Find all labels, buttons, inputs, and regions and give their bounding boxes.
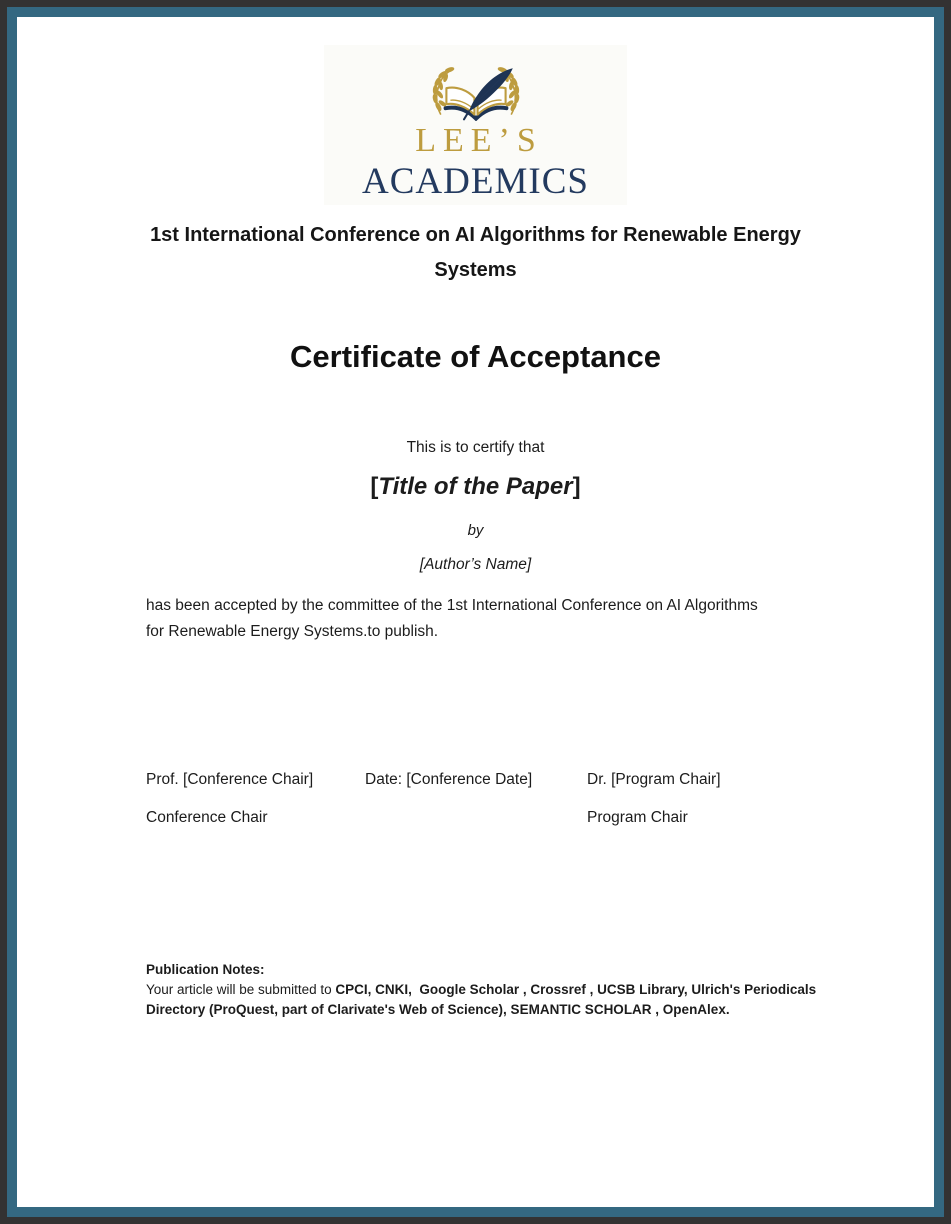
author-placeholder: [Author’s Name] <box>419 556 532 573</box>
lees-academics-emblem <box>414 65 538 121</box>
signature-name-row <box>146 771 934 789</box>
conference-title: 1st International Conference on AI Algorithms for Renewable Energy Systems <box>150 224 801 281</box>
paper-title-close-bracket: ] <box>572 473 581 500</box>
logo-block <box>324 45 627 205</box>
publication-notes <box>146 960 822 1020</box>
conference-chair-name: Prof. [Conference Chair] <box>146 771 314 788</box>
paper-title-open-bracket: [ <box>370 473 379 500</box>
signature-area <box>146 771 934 827</box>
signature-role-spacer <box>365 809 587 827</box>
certificate-page <box>17 17 934 1207</box>
publication-notes-indexes: CPCI, CNKI, Google Scholar , Crossref , UCSB Library, Ulrich's Periodicals Directory (ProQuest, part of Clarivate's Web of Science), SEMANTIC SCHOLAR , OpenAlex. <box>146 982 820 1017</box>
signature-role-row <box>146 809 934 827</box>
certificate-inner-border <box>7 7 944 1217</box>
conference-date: Date: [Conference Date] <box>365 771 533 788</box>
program-chair-role: Program Chair <box>587 809 688 826</box>
publication-notes-heading: Publication Notes: <box>146 962 265 977</box>
paper-title-placeholder <box>17 473 934 501</box>
paper-title-text: Title of the Paper <box>378 473 573 500</box>
acceptance-statement: has been accepted by the committee of the 1st International Conference on AI Algorithms for Renewable Energy Systems.to publish. <box>146 597 758 640</box>
conference-chair-role: Conference Chair <box>146 809 268 826</box>
certify-intro: This is to certify that <box>406 439 545 456</box>
brand-name-bottom: ACADEMICS <box>362 161 589 202</box>
brand-name-top: LEE’S <box>415 122 543 159</box>
publication-notes-text <box>146 980 822 1020</box>
publication-notes-intro: Your article will be submitted to <box>146 982 336 997</box>
by-label: by <box>467 522 484 539</box>
program-chair-name: Dr. [Program Chair] <box>587 771 721 788</box>
certificate-title: Certificate of Acceptance <box>290 339 661 374</box>
